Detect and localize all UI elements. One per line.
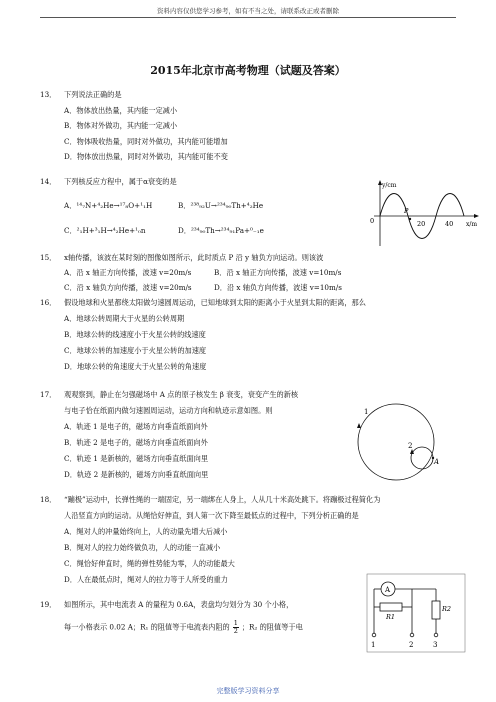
q18-option-c: C．绳恰好伸直时，绳的弹性势能为零，人的动能最大 bbox=[64, 559, 235, 568]
q14-option-c: C．²₁H+³₁H→⁴₂He+¹₀n bbox=[64, 226, 146, 235]
x-tick-20: 20 bbox=[417, 220, 426, 228]
fraction bbox=[233, 620, 239, 635]
resistor-r1 bbox=[380, 603, 402, 611]
point-a-label: A bbox=[434, 458, 440, 466]
orbit-1-label: 1 bbox=[364, 408, 369, 416]
q16-option-a: A．地球公转周期大于火星的公转周期 bbox=[64, 314, 185, 323]
q13-option-c: C．物体吸收热量，同时对外做功，其内能可能增加 bbox=[64, 137, 228, 146]
question-text: 下列核反应方程中，属于α衰变的是 bbox=[64, 177, 177, 186]
question-number: 15． bbox=[40, 253, 57, 262]
question-number: 19． bbox=[40, 600, 57, 609]
q13-option-a: A．物体放出热量，其内能一定减小 bbox=[64, 106, 178, 115]
q14-option-d: D．²³⁴₉₀Th→²³⁴₉₁Pa+⁰₋₁e bbox=[178, 226, 264, 235]
question-text: 下列说法正确的是 bbox=[64, 90, 122, 99]
point-p-marker bbox=[409, 218, 411, 220]
orbit-2-label: 2 bbox=[408, 442, 413, 450]
question-text: 观观察到，静止在匀强磁场中 A 点的原子核发生 β 衰变，衰变产生的新核 bbox=[64, 390, 299, 399]
q15-option-b: B．沿 x 轴正方向传播，波速 v=10m/s bbox=[214, 268, 342, 277]
question-18 bbox=[40, 495, 380, 504]
orbit-1-direction-arrow bbox=[357, 423, 361, 428]
q17-option-d: D．轨迹 2 是新核的，磁场方向垂直纸面向里 bbox=[64, 470, 209, 479]
fraction-denominator: 2 bbox=[233, 627, 238, 635]
terminal-1-label: 1 bbox=[371, 641, 376, 649]
q19-text-part-b: ；R₂ 的阻值等于电 bbox=[241, 622, 303, 632]
point-p-label: P bbox=[404, 207, 409, 215]
question-text: 假设地球和火星都绕太阳做匀速圆周运动，已知地球到太阳的距离小于火星到太阳的距离，那么 bbox=[64, 298, 366, 307]
question-number: 13． bbox=[40, 90, 57, 99]
question-13 bbox=[40, 90, 122, 99]
terminal-1 bbox=[372, 633, 376, 637]
r2-label: R2 bbox=[442, 605, 452, 613]
q18-option-a: A．绳对人的冲量始终向上，人的动量先增大后减小 bbox=[64, 527, 228, 536]
q17-option-c: C．轨迹 1 是新核的，磁场方向垂直纸面向里 bbox=[64, 454, 209, 463]
question-text: 如图所示，其中电流表 A 的量程为 0.6A，表盘均匀划分为 30 个小格， bbox=[64, 600, 294, 609]
question-17-line-2: 与电子恰在纸面内做匀速圆周运动，运动方向和轨迹示意如图。则 bbox=[64, 406, 273, 415]
fraction-numerator: 1 bbox=[233, 619, 238, 627]
q18-option-b: B．绳对人的拉力始终做负功，人的动能一直减小 bbox=[64, 543, 221, 552]
question-16 bbox=[40, 298, 366, 307]
question-19 bbox=[40, 600, 293, 609]
q13-option-b: B．物体对外做功，其内能一定减小 bbox=[64, 121, 178, 130]
question-number: 17． bbox=[40, 390, 57, 399]
wave-figure bbox=[366, 178, 482, 250]
q14-option-a: A．¹⁴₇N+⁴₂He→¹⁷₈O+¹₁H bbox=[64, 201, 153, 210]
x-axis-label: x/m bbox=[466, 221, 478, 228]
question-19-line-2 bbox=[64, 620, 303, 635]
q18-option-d: D．人在最低点时，绳对人的拉力等于人所受的重力 bbox=[64, 575, 228, 584]
orbit-figure bbox=[356, 392, 442, 492]
y-axis-label: y/cm bbox=[382, 182, 397, 189]
q15-option-c: C．沿 x 轴负方向传播，波速 v=20m/s bbox=[64, 283, 192, 292]
terminal-2-label: 2 bbox=[409, 641, 414, 649]
question-number: 16． bbox=[40, 298, 57, 307]
q16-option-d: D．地球公转的角速度大于火星公转的角速度 bbox=[64, 362, 207, 371]
q15-option-d: D．沿 x 轴负方向传播，波速 v=10m/s bbox=[214, 283, 342, 292]
orbit-2-circle bbox=[411, 447, 433, 469]
page-footer: 完整版学习资料分享 bbox=[216, 687, 280, 695]
q15-option-a: A．沿 x 轴正方向传播，波速 v=20m/s bbox=[64, 268, 192, 277]
terminal-3 bbox=[434, 633, 438, 637]
header-divider bbox=[40, 17, 456, 18]
x-tick-40: 40 bbox=[445, 220, 454, 228]
q14-option-b: B．²³⁸₉₂U→²³⁴₉₀Th+⁴₂He bbox=[178, 201, 264, 210]
circuit-figure bbox=[366, 573, 466, 653]
question-14 bbox=[40, 177, 177, 186]
resistor-r2 bbox=[432, 601, 440, 619]
ammeter-label: A bbox=[385, 586, 391, 594]
question-text: x轴传播，该波在某时刻的图像如图所示，此时质点 P 沿 y 轴负方向运动。则该波 bbox=[64, 253, 324, 262]
q19-text-part-a: 每一小格表示 0.02 A；R₁ 的阻值等于电流表内阻的 bbox=[64, 622, 230, 632]
q16-option-b: B．地球公转的线速度小于火星公转的线速度 bbox=[64, 330, 206, 339]
document-title: 2015年北京市高考物理（试题及答案） bbox=[150, 64, 346, 77]
question-text: “蹦极”运动中，长弹性绳的一端固定，另一端绑在人身上，人从几十米高处跳下。将蹦极过程简化为 bbox=[64, 495, 381, 504]
terminal-3-label: 3 bbox=[433, 641, 438, 649]
q17-option-b: B．轨迹 2 是电子的，磁场方向垂直纸面向外 bbox=[64, 438, 208, 447]
x-axis-arrow bbox=[474, 214, 479, 218]
question-17 bbox=[40, 390, 298, 399]
q17-option-a: A．轨迹 1 是电子的，磁场方向垂直纸面向外 bbox=[64, 422, 208, 431]
q13-option-d: D．物体放出热量，同时对外做功，其内能可能不变 bbox=[64, 152, 228, 161]
question-15 bbox=[40, 253, 323, 262]
q16-option-c: C．地球公转的加速度小于火星公转的加速度 bbox=[64, 346, 207, 355]
question-number: 18． bbox=[40, 495, 57, 504]
r1-label: R1 bbox=[386, 613, 396, 621]
terminal-2 bbox=[410, 633, 414, 637]
origin-label: 0 bbox=[370, 217, 375, 225]
page-header-note: 资料内容仅供您学习参考，如有不当之处，请联系改正或者删除 bbox=[157, 7, 339, 15]
question-number: 14． bbox=[40, 177, 57, 186]
question-18-line-2: 人沿竖直方向的运动。从绳恰好伸直，到人第一次下降至最低点的过程中，下列分析正确的是 bbox=[64, 511, 359, 520]
